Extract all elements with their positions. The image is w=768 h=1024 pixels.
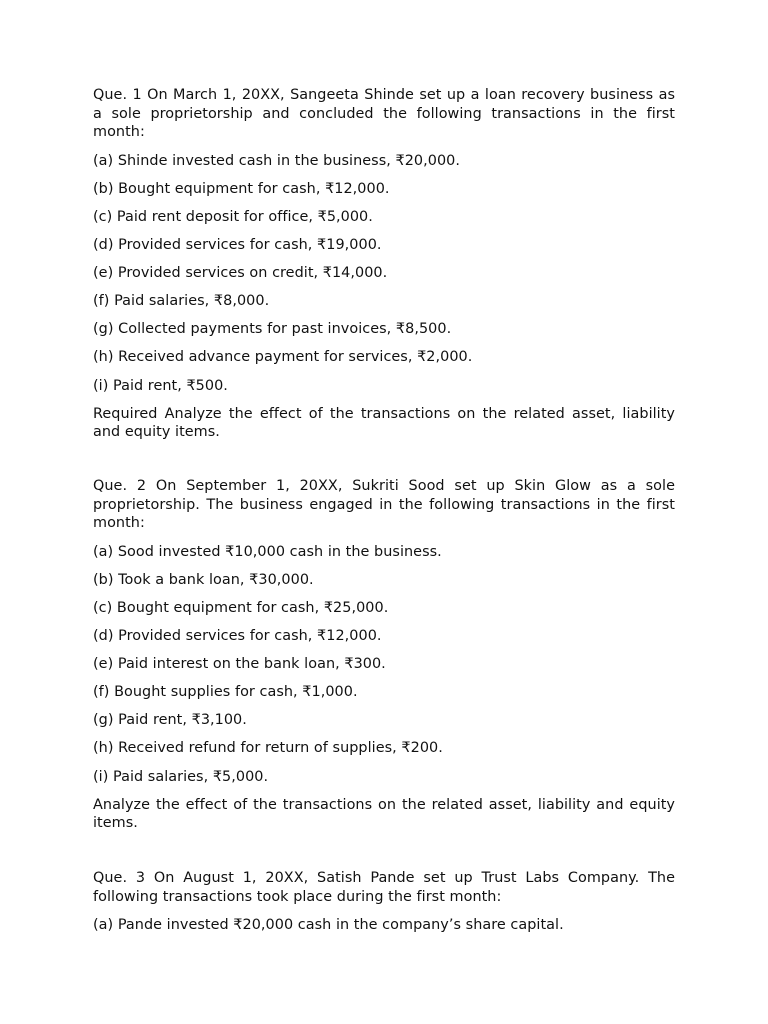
question-1-item-c: (c) Paid rent deposit for office, ₹5,000. — [93, 208, 373, 225]
question-2-item-e: (e) Paid interest on the bank loan, ₹300. — [93, 656, 386, 673]
question-3 — [93, 869, 675, 944]
question-1-requirement: Required Analyze the effect of the transactions on the related asset, liability and equity items. — [93, 405, 675, 441]
question-2-item-d: (d) Provided services for cash, ₹12,000. — [93, 628, 382, 645]
question-1-item-h: (h) Received advance payment for services, ₹2,000. — [93, 349, 473, 366]
question-1 — [93, 86, 675, 442]
question-2-item-b: (b) Took a bank loan, ₹30,000. — [93, 571, 314, 588]
question-2 — [93, 477, 675, 833]
question-1-item-g: (g) Collected payments for past invoices, ₹8,500. — [93, 321, 452, 338]
question-3-item-a: (a) Pande invested ₹20,000 cash in the company’s share capital. — [93, 917, 564, 934]
question-2-item-a: (a) Sood invested ₹10,000 cash in the business. — [93, 543, 442, 560]
question-1-item-f: (f) Paid salaries, ₹8,000. — [93, 293, 270, 310]
question-3-intro: Que. 3 On August 1, 20XX, Satish Pande set up Trust Labs Company. The following transactions took place during the first month: — [93, 870, 675, 905]
question-2-item-f: (f) Bought supplies for cash, ₹1,000. — [93, 684, 358, 701]
question-2-intro: Que. 2 On September 1, 20XX, Sukriti Sood set up Skin Glow as a sole proprietorship. The business engaged in the following transactions in the first month: — [93, 478, 675, 532]
question-2-item-g: (g) Paid rent, ₹3,100. — [93, 712, 247, 729]
question-1-intro: Que. 1 On March 1, 20XX, Sangeeta Shinde set up a loan recovery business as a sole proprietorship and concluded the following transactions in the first month: — [93, 87, 675, 141]
question-1-item-i: (i) Paid rent, ₹500. — [93, 377, 228, 394]
question-2-item-c: (c) Bought equipment for cash, ₹25,000. — [93, 599, 389, 616]
question-1-item-e: (e) Provided services on credit, ₹14,000. — [93, 265, 388, 282]
question-2-item-h: (h) Received refund for return of supplies, ₹200. — [93, 740, 443, 757]
question-2-requirement: Analyze the effect of the transactions on the related asset, liability and equity items. — [93, 796, 675, 832]
question-1-item-b: (b) Bought equipment for cash, ₹12,000. — [93, 180, 390, 197]
question-1-item-d: (d) Provided services for cash, ₹19,000. — [93, 237, 382, 254]
question-2-item-i: (i) Paid salaries, ₹5,000. — [93, 768, 269, 785]
question-1-item-a: (a) Shinde invested cash in the business, ₹20,000. — [93, 152, 461, 169]
